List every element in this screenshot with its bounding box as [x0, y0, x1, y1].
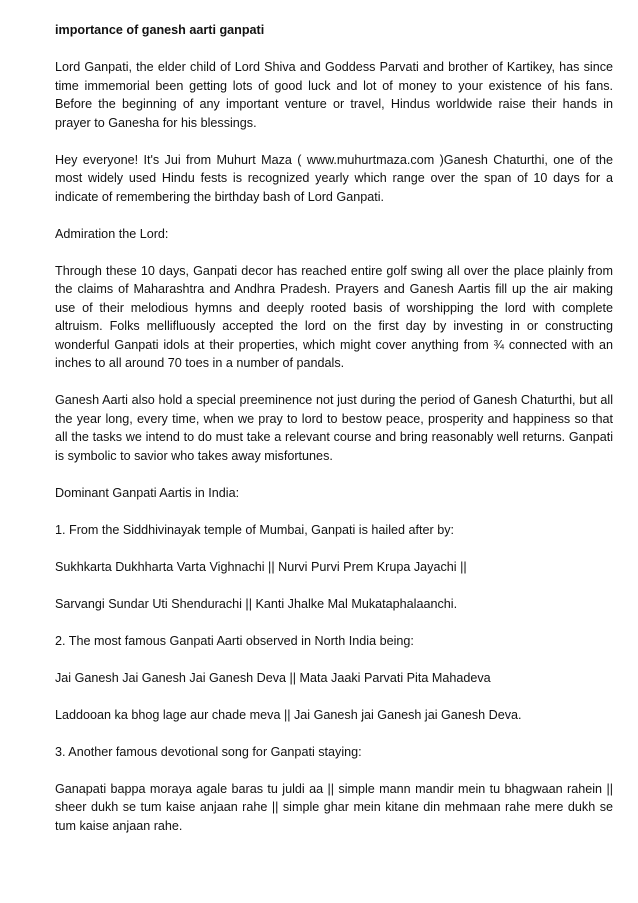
verse-sarvangi: Sarvangi Sundar Uti Shendurachi || Kanti Jhalke Mal Mukataphalaanchi.	[55, 596, 458, 611]
verse-ganapati-bappa: Ganapati bappa moraya agale baras tu juldi aa || simple mann mandir mein tu bhagwaan rahein || sheer dukh se tum kaise anjaan rahe || simple ghar mein kitane din mehmaan rahe mere dukh se tum kaise anjaan rahe.	[55, 781, 613, 833]
section-heading-aartis: Dominant Ganpati Aartis in India:	[55, 485, 240, 500]
paragraph-preeminence: Ganesh Aarti also hold a special preeminence not just during the period of Ganesh Chaturthi, but all the year long, every time, when we pray to lord to bestow peace, prosperity and happiness so that all the tasks we intend to do must take a relevant course and bring reasonably well returns. Ganpati is symbolic to savior who takes away misfortunes.	[55, 393, 613, 463]
list-item-north-india: 2. The most famous Ganpati Aarti observed in North India being:	[55, 633, 414, 648]
verse-sukhkarta: Sukhkarta Dukhharta Varta Vighnachi || Nurvi Purvi Prem Krupa Jayachi ||	[55, 559, 467, 574]
document-page	[55, 21, 613, 854]
list-item-siddhivinayak: 1. From the Siddhivinayak temple of Mumbai, Ganpati is hailed after by:	[55, 522, 454, 537]
section-heading-admiration: Admiration the Lord:	[55, 226, 169, 241]
verse-laddooan: Laddooan ka bhog lage aur chade meva || Jai Ganesh jai Ganesh jai Ganesh Deva.	[55, 707, 522, 722]
document-title: importance of ganesh aarti ganpati	[55, 23, 265, 37]
paragraph-greeting: Hey everyone! It's Jui from Muhurt Maza ( www.muhurtmaza.com )Ganesh Chaturthi, one of the most widely used Hindu fests is recognized yearly which range over the span of 10 days for a indicate of remembering the birthday bash of Lord Ganpati.	[55, 152, 613, 204]
paragraph-intro: Lord Ganpati, the elder child of Lord Shiva and Goddess Parvati and brother of Kartikey, has since time immemorial been getting lots of good luck and lot of money to your existence of his fans. Before the beginning of any important venture or travel, Hindus worldwide raise their hands in prayer to Ganesha for his blessings.	[55, 60, 613, 130]
paragraph-decor: Through these 10 days, Ganpati decor has reached entire golf swing all over the place plainly from the claims of Maharashtra and Andhra Pradesh. Prayers and Ganesh Aartis fill up the air making use of their melodious hymns and deeply rooted basis of worshipping the lord with complete altruism. Folks mellifluously accepted the lord on the first day by investing in or constructing wonderful Ganpati idols at their properties, which might cover anything from ¾ connected with an inches to all around 70 toes in a number of pandals.	[55, 263, 613, 370]
verse-jai-ganesh: Jai Ganesh Jai Ganesh Jai Ganesh Deva || Mata Jaaki Parvati Pita Mahadeva	[55, 670, 491, 685]
list-item-devotional-song: 3. Another famous devotional song for Ganpati staying:	[55, 744, 362, 759]
